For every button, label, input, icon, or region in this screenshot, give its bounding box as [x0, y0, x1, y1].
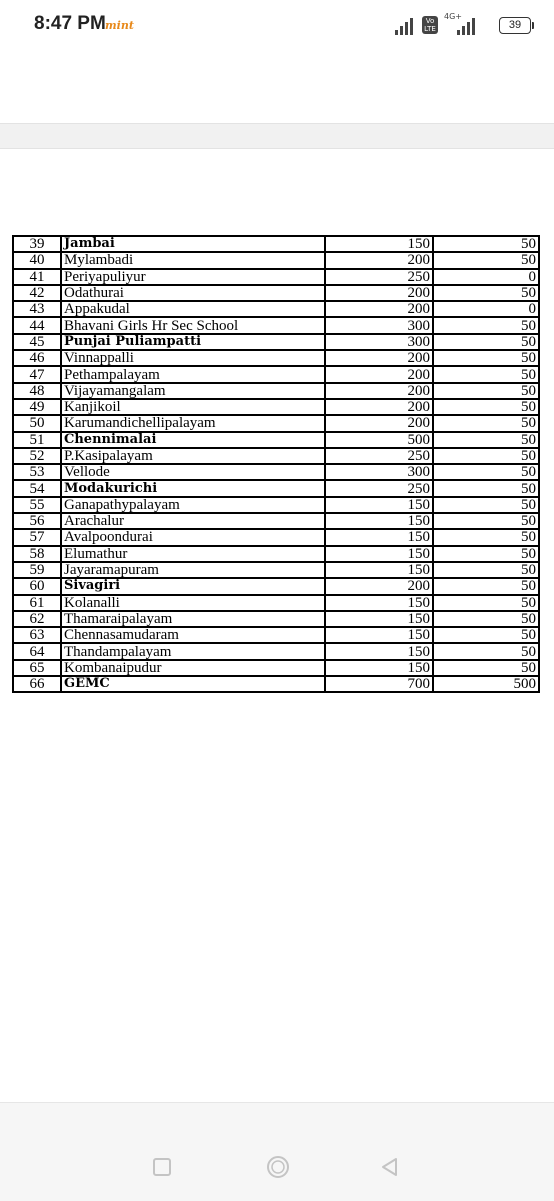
row-name: Thamaraipalayam	[61, 611, 325, 627]
table-row	[13, 448, 539, 464]
row-name: Modakurichi	[61, 480, 325, 496]
network-type-label: 4G+	[444, 12, 462, 21]
row-value-b: 50	[433, 317, 539, 333]
row-value-a: 150	[325, 513, 433, 529]
row-name: Kombanaipudur	[61, 660, 325, 676]
row-name: Kolanalli	[61, 595, 325, 611]
row-name: Mylambadi	[61, 252, 325, 268]
table-row	[13, 415, 539, 431]
table-row	[13, 366, 539, 382]
row-number: 64	[13, 643, 61, 659]
row-value-b: 50	[433, 480, 539, 496]
table-row	[13, 301, 539, 317]
row-value-b: 50	[433, 660, 539, 676]
row-value-a: 300	[325, 464, 433, 480]
table-row	[13, 529, 539, 545]
table-row	[13, 317, 539, 333]
row-value-a: 150	[325, 497, 433, 513]
app-notification-icon: mint	[105, 19, 134, 32]
row-value-a: 200	[325, 383, 433, 399]
row-number: 58	[13, 546, 61, 562]
row-value-a: 150	[325, 660, 433, 676]
row-value-b: 0	[433, 301, 539, 317]
row-value-a: 150	[325, 611, 433, 627]
table-body	[13, 236, 539, 692]
row-value-b: 50	[433, 415, 539, 431]
row-name: Pethampalayam	[61, 366, 325, 382]
table-row	[13, 627, 539, 643]
row-value-b: 50	[433, 350, 539, 366]
row-value-b: 50	[433, 546, 539, 562]
row-value-a: 150	[325, 546, 433, 562]
row-number: 47	[13, 366, 61, 382]
status-icons	[394, 14, 534, 38]
table-row	[13, 269, 539, 285]
row-number: 54	[13, 480, 61, 496]
row-name: Bhavani Girls Hr Sec School	[61, 317, 325, 333]
row-value-a: 200	[325, 399, 433, 415]
table-row	[13, 595, 539, 611]
row-number: 66	[13, 676, 61, 692]
row-number: 48	[13, 383, 61, 399]
row-number: 52	[13, 448, 61, 464]
row-value-b: 50	[433, 578, 539, 594]
status-time: 8:47 PM	[34, 13, 106, 34]
table-row	[13, 676, 539, 692]
row-value-a: 250	[325, 269, 433, 285]
table-row	[13, 660, 539, 676]
table-row	[13, 285, 539, 301]
row-name: Vinnappalli	[61, 350, 325, 366]
row-name: Elumathur	[61, 546, 325, 562]
row-name: GEMC	[61, 676, 325, 692]
row-value-a: 500	[325, 432, 433, 448]
table-row	[13, 383, 539, 399]
row-value-b: 50	[433, 513, 539, 529]
row-value-b: 0	[433, 269, 539, 285]
row-number: 59	[13, 562, 61, 578]
row-name: Punjai Puliampatti	[61, 334, 325, 350]
row-value-b: 50	[433, 643, 539, 659]
row-number: 51	[13, 432, 61, 448]
row-name: Vijayamangalam	[61, 383, 325, 399]
table-row	[13, 611, 539, 627]
battery-tip	[532, 22, 535, 29]
row-value-a: 200	[325, 415, 433, 431]
row-value-b: 50	[433, 334, 539, 350]
row-value-b: 50	[433, 399, 539, 415]
viewer-toolbar	[0, 123, 554, 149]
row-value-a: 150	[325, 236, 433, 252]
row-number: 55	[13, 497, 61, 513]
row-value-a: 300	[325, 317, 433, 333]
volte-icon: Vo LTE	[422, 16, 438, 34]
table-row	[13, 432, 539, 448]
row-value-a: 200	[325, 366, 433, 382]
row-number: 49	[13, 399, 61, 415]
row-value-b: 50	[433, 562, 539, 578]
table-row	[13, 236, 539, 252]
signal-icon-2	[456, 14, 478, 36]
row-value-a: 150	[325, 595, 433, 611]
row-value-a: 150	[325, 562, 433, 578]
recents-button-icon[interactable]	[151, 1156, 173, 1178]
navigation-bar	[0, 1102, 554, 1201]
row-name: Arachalur	[61, 513, 325, 529]
row-number: 44	[13, 317, 61, 333]
row-number: 57	[13, 529, 61, 545]
row-value-b: 50	[433, 252, 539, 268]
row-name: Chennasamudaram	[61, 627, 325, 643]
row-value-a: 250	[325, 448, 433, 464]
table-row	[13, 497, 539, 513]
table-row	[13, 513, 539, 529]
row-name: Jayaramapuram	[61, 562, 325, 578]
back-button-icon[interactable]	[379, 1156, 401, 1178]
table-row	[13, 562, 539, 578]
row-name: Vellode	[61, 464, 325, 480]
row-name: Sivagiri	[61, 578, 325, 594]
row-name: Thandampalayam	[61, 643, 325, 659]
row-number: 62	[13, 611, 61, 627]
row-name: Avalpoondurai	[61, 529, 325, 545]
row-value-a: 300	[325, 334, 433, 350]
row-value-b: 50	[433, 464, 539, 480]
row-name: Chennimalai	[61, 432, 325, 448]
data-table	[12, 235, 540, 693]
row-value-a: 200	[325, 285, 433, 301]
table-row	[13, 350, 539, 366]
row-value-a: 200	[325, 350, 433, 366]
row-value-a: 200	[325, 301, 433, 317]
row-name: Karumandichellipalayam	[61, 415, 325, 431]
table-row	[13, 578, 539, 594]
row-value-b: 50	[433, 366, 539, 382]
row-value-b: 50	[433, 611, 539, 627]
row-number: 41	[13, 269, 61, 285]
row-value-b: 50	[433, 285, 539, 301]
row-value-b: 50	[433, 595, 539, 611]
table-row	[13, 464, 539, 480]
row-value-b: 50	[433, 529, 539, 545]
table-row	[13, 399, 539, 415]
row-value-a: 150	[325, 627, 433, 643]
row-value-b: 50	[433, 627, 539, 643]
row-name: Kanjikoil	[61, 399, 325, 415]
table-row	[13, 643, 539, 659]
home-button-icon[interactable]	[266, 1155, 290, 1179]
row-number: 65	[13, 660, 61, 676]
row-value-a: 150	[325, 643, 433, 659]
row-number: 45	[13, 334, 61, 350]
row-number: 63	[13, 627, 61, 643]
battery-icon: 39	[499, 17, 531, 34]
row-name: Ganapathypalayam	[61, 497, 325, 513]
table-row	[13, 252, 539, 268]
row-value-a: 250	[325, 480, 433, 496]
row-name: P.Kasipalayam	[61, 448, 325, 464]
row-number: 53	[13, 464, 61, 480]
row-number: 60	[13, 578, 61, 594]
row-name: Odathurai	[61, 285, 325, 301]
row-value-b: 50	[433, 383, 539, 399]
row-name: Appakudal	[61, 301, 325, 317]
signal-icon	[394, 14, 416, 36]
status-bar	[0, 0, 554, 52]
row-number: 43	[13, 301, 61, 317]
row-value-b: 50	[433, 448, 539, 464]
row-number: 42	[13, 285, 61, 301]
row-number: 56	[13, 513, 61, 529]
row-value-b: 50	[433, 432, 539, 448]
row-number: 40	[13, 252, 61, 268]
row-name: Jambai	[61, 236, 325, 252]
row-number: 46	[13, 350, 61, 366]
row-value-b: 500	[433, 676, 539, 692]
row-value-a: 700	[325, 676, 433, 692]
row-name: Periyapuliyur	[61, 269, 325, 285]
row-value-a: 150	[325, 529, 433, 545]
row-value-a: 200	[325, 578, 433, 594]
row-value-a: 200	[325, 252, 433, 268]
table-row	[13, 480, 539, 496]
table-row	[13, 334, 539, 350]
row-number: 50	[13, 415, 61, 431]
table-row	[13, 546, 539, 562]
row-number: 39	[13, 236, 61, 252]
row-number: 61	[13, 595, 61, 611]
row-value-b: 50	[433, 497, 539, 513]
row-value-b: 50	[433, 236, 539, 252]
